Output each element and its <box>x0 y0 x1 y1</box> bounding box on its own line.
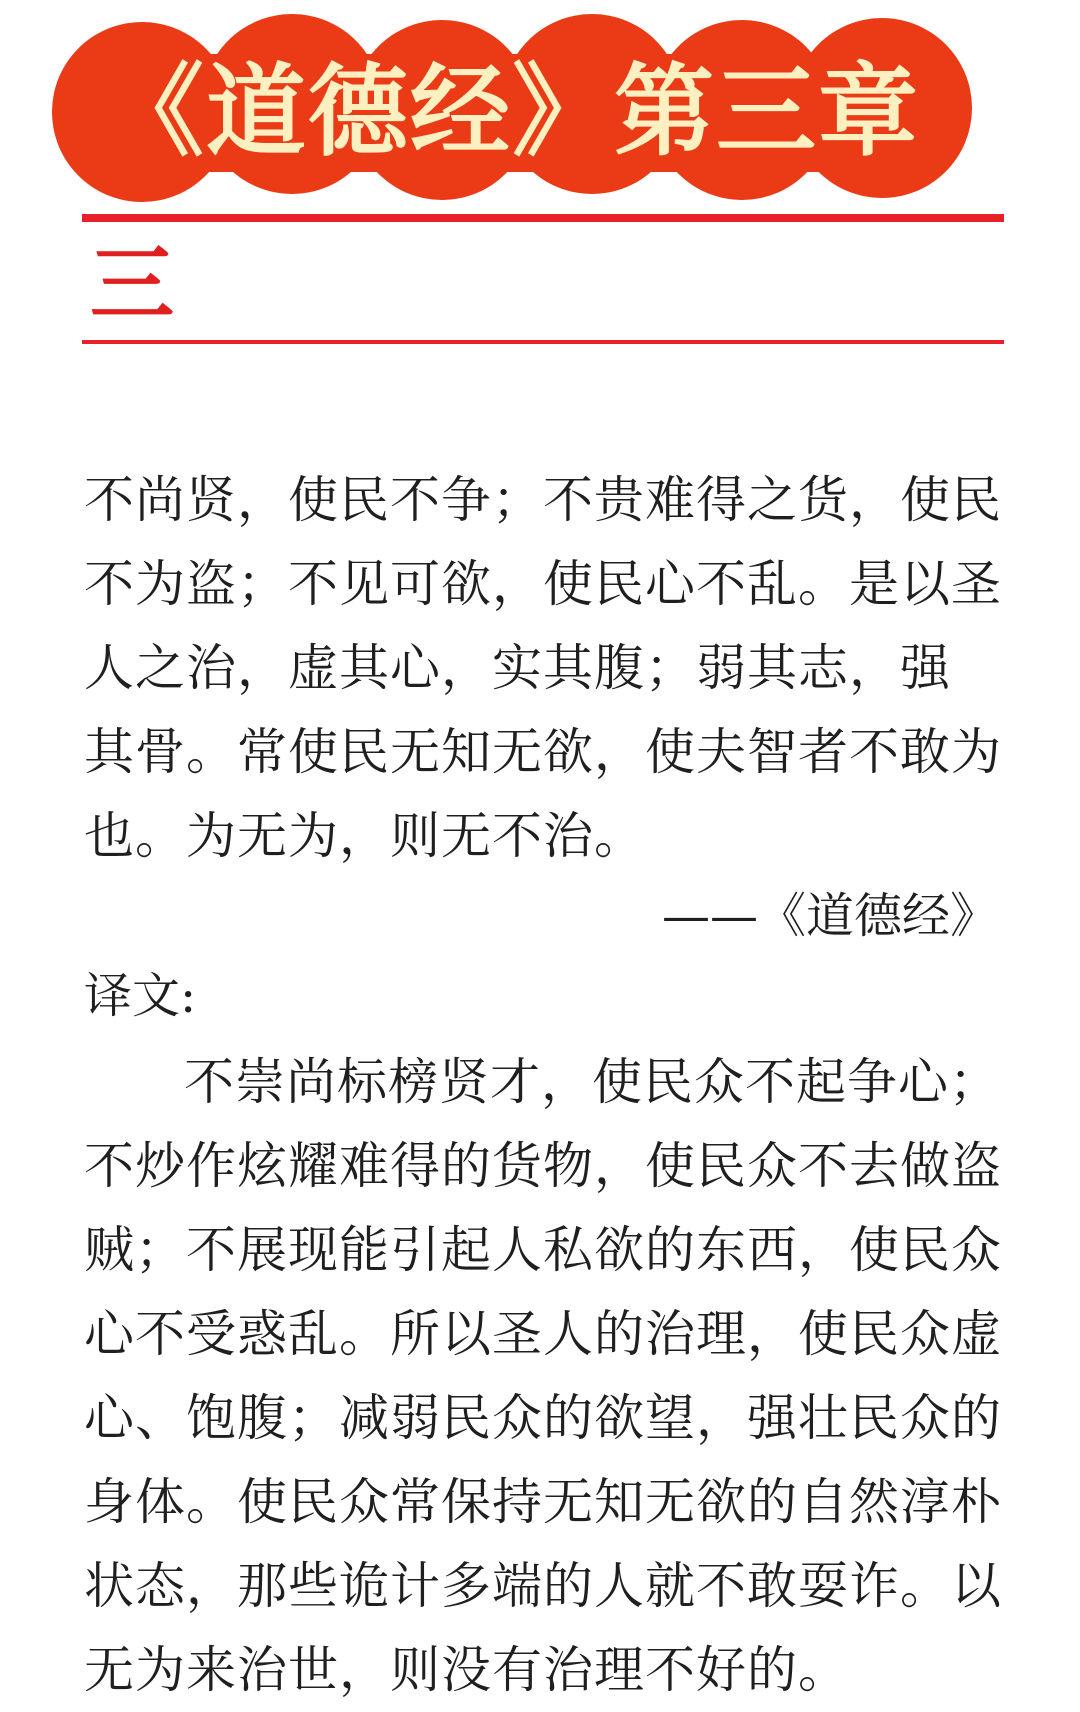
original-line: 人之治，虚其心，实其腹；弱其志，强 <box>84 639 951 697</box>
section-rule-bottom <box>82 340 1004 344</box>
translation-line: 状态，那些诡计多端的人就不敢耍诈。以 <box>84 1557 1002 1615</box>
original-text <box>84 458 1002 878</box>
source-attribution: ——《道德经》 <box>661 888 998 944</box>
translation-line: 不崇尚标榜贤才，使民众不起争心； <box>184 1053 1000 1111</box>
translation-line: 贼；不展现能引起人私欲的东西，使民众 <box>84 1221 1002 1279</box>
translation-line: 身体。使民众常保持无知无欲的自然淳朴 <box>84 1473 1002 1531</box>
original-line: 也。为无为，则无不治。 <box>84 807 645 865</box>
original-line: 不为盗；不见可欲，使民心不乱。是以圣 <box>84 555 1002 613</box>
section-rule-top <box>82 214 1004 222</box>
original-line: 不尚贤，使民不争；不贵难得之货，使民 <box>84 471 1002 529</box>
original-line: 其骨。常使民无知无欲，使夫智者不敢为 <box>84 723 1002 781</box>
translation-label: 译文: <box>84 968 197 1024</box>
section-number: 三 <box>90 234 175 333</box>
translation-line: 心不受惑乱。所以圣人的治理，使民众虚 <box>84 1305 1002 1363</box>
title-banner <box>52 14 972 200</box>
translation-line: 不炒作炫耀难得的货物，使民众不去做盗 <box>84 1137 1002 1195</box>
translation-line: 心、饱腹；减弱民众的欲望，强壮民众的 <box>84 1389 1002 1447</box>
page-title: 《道德经》第三章 <box>104 53 920 170</box>
translation-text <box>84 1040 1004 1712</box>
translation-line: 无为来治世，则没有治理不好的。 <box>84 1641 849 1699</box>
